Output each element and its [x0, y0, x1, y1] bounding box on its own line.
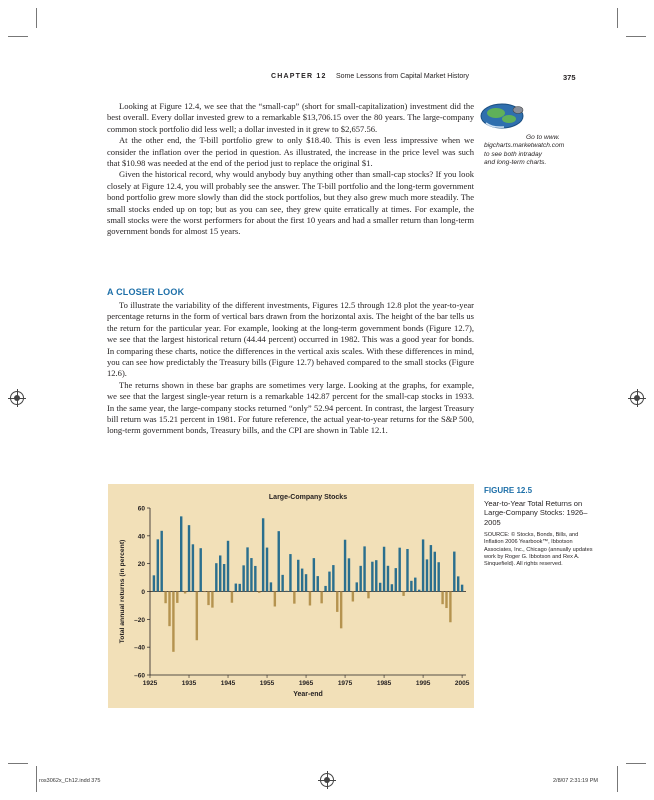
- crop-mark: [617, 766, 618, 792]
- body-text-top: [107, 101, 474, 238]
- figure-source: SOURCE: © Stocks, Bonds, Bills, and Inflation 2006 Yearbook™, Ibbotson Associates, Inc., Chicago (annually updates work by Roger G. Ibbotson and Rex A. Sinquefield). All rights reserved.: [484, 532, 593, 568]
- bar-1966: [309, 592, 311, 606]
- bar-1974: [340, 592, 342, 629]
- bar-1941: [211, 592, 213, 608]
- bar-1972: [332, 565, 334, 591]
- y-tick-label: 20: [137, 561, 145, 569]
- registration-mark: [630, 391, 644, 405]
- bar-2005: [461, 585, 463, 592]
- bar-1997: [430, 545, 432, 591]
- figure-title: Year-to-Year Total Returns on Large-Company Stocks: 1926–2005: [484, 499, 588, 527]
- x-axis-label: Year-end: [293, 691, 323, 698]
- x-tick-label: 1975: [337, 680, 353, 687]
- bar-1994: [418, 590, 420, 592]
- bar-1938: [200, 548, 202, 591]
- bar-1996: [426, 559, 428, 591]
- crop-mark: [36, 8, 37, 28]
- crop-mark: [617, 8, 618, 28]
- bar-1940: [207, 592, 209, 606]
- bar-1956: [270, 582, 272, 591]
- bar-1978: [356, 582, 358, 591]
- bar-1973: [336, 592, 338, 612]
- bar-1958: [278, 531, 280, 591]
- registration-mark: [10, 391, 24, 405]
- crop-mark: [8, 763, 28, 764]
- chapter-title: Some Lessons from Capital Market History: [336, 73, 470, 80]
- bar-2003: [453, 552, 455, 592]
- bar-1931: [172, 592, 174, 652]
- bar-chart: [108, 484, 474, 708]
- bar-2001: [445, 592, 447, 609]
- bar-1970: [324, 586, 326, 592]
- bar-1951: [250, 558, 252, 591]
- x-tick-label: 2005: [454, 680, 470, 687]
- bar-1947: [235, 584, 237, 592]
- bar-1979: [359, 566, 361, 592]
- bar-1967: [313, 558, 315, 591]
- y-tick-label: 40: [137, 533, 145, 541]
- bar-1942: [215, 563, 217, 591]
- bar-1992: [410, 581, 412, 592]
- bar-1981: [367, 592, 369, 599]
- bar-1961: [289, 554, 291, 591]
- x-tick-label: 1995: [415, 680, 431, 687]
- bar-1959: [281, 575, 283, 592]
- bar-1969: [320, 592, 322, 604]
- bar-1929: [164, 592, 166, 604]
- bar-1964: [301, 569, 303, 592]
- bar-1948: [239, 584, 241, 592]
- bar-1963: [297, 560, 299, 592]
- bar-1984: [379, 583, 381, 592]
- bar-1946: [231, 592, 233, 603]
- globe-mouse-icon: [478, 101, 526, 131]
- paragraph: To illustrate the variability of the different investments, Figures 12.5 through 12.8 plot the year-to-year percentage returns in the form of vertical bars drawn from the horizontal axis. The height of the bar tells us the return for the particular year. For example, looking at the long-term government bonds (Figure 12.7), we see that the largest historical return (44.44 percent) occurred in 1982. This was a good year for bonds. In comparing these charts, notice the differences in the vertical axis scales. With these differences in mind, you can see how predictably the Treasury bills (Figure 12.7) behaved compared to the small stocks (Figure 12.6).: [107, 300, 474, 379]
- paragraph: Given the historical record, why would anybody buy anything other than small-cap stocks? If you look closely at Figure 12.4, you will probably see the answer. The T-bill portfolio and the long-term government bond portfolio grew more slowly than did the stock portfolios, but they also grew much more steadily. The small stocks ended up on top; but as you can see, they grew quite erratically at times. For example, the small stocks were the worst performers for about the first 10 years and had a smaller return than long-term government bonds for almost 15 years.: [107, 169, 474, 237]
- y-axis-label: Total annual returns (in percent): [119, 539, 126, 644]
- bar-1968: [317, 576, 319, 591]
- bar-2004: [457, 576, 459, 591]
- bar-1932: [176, 592, 178, 603]
- bar-1933: [180, 516, 182, 591]
- bar-1950: [246, 547, 248, 591]
- x-tick-label: 1985: [376, 680, 392, 687]
- footer-file: ros3062x_Ch12.indd 375: [39, 778, 101, 784]
- bar-1949: [242, 565, 244, 591]
- bar-1985: [383, 547, 385, 592]
- y-tick-label: –40: [134, 644, 145, 652]
- bar-1991: [406, 549, 408, 592]
- bar-1995: [422, 539, 424, 591]
- bar-1926: [153, 575, 155, 591]
- bar-1957: [274, 592, 276, 607]
- x-tick-label: 1935: [181, 680, 197, 687]
- bar-1952: [254, 566, 256, 592]
- bar-1989: [398, 548, 400, 592]
- bar-1944: [223, 564, 225, 591]
- bar-1987: [391, 584, 393, 591]
- bar-1955: [266, 548, 268, 592]
- bar-2002: [449, 592, 451, 623]
- bar-1983: [375, 560, 377, 591]
- section-heading: A CLOSER LOOK: [107, 287, 185, 297]
- bar-1990: [402, 592, 404, 596]
- bar-1977: [352, 592, 354, 602]
- crop-mark: [626, 763, 646, 764]
- bar-1965: [305, 574, 307, 591]
- y-tick-label: –20: [134, 616, 145, 624]
- bar-1936: [192, 544, 194, 591]
- paragraph: At the other end, the T-bill portfolio grew to only $18.40. This is even less impressive when we consider the inflation over the period in question. As illustrated, the increase in the price level was such that $10.98 was needed at the end of the period just to replace the original $1.: [107, 135, 474, 169]
- crop-mark: [36, 766, 37, 792]
- bar-1939: [203, 592, 205, 593]
- y-tick-label: –60: [134, 672, 145, 680]
- y-tick-label: 0: [141, 589, 145, 596]
- bar-1976: [348, 558, 350, 591]
- bar-1953: [258, 592, 260, 593]
- bar-1988: [395, 568, 397, 591]
- bar-1971: [328, 572, 330, 592]
- y-tick-label: 60: [137, 505, 145, 513]
- bar-1982: [371, 562, 373, 592]
- bar-1937: [196, 592, 198, 641]
- page-number: 375: [563, 73, 576, 82]
- bar-1934: [184, 592, 186, 594]
- registration-mark: [320, 773, 334, 787]
- bar-2000: [441, 592, 443, 605]
- bar-1954: [262, 518, 264, 591]
- paragraph: The returns shown in these bar graphs are sometimes very large. Looking at the graphs, for example, we see that the largest single-year return is a remarkable 142.87 percent for the small-cap stocks in 1933. In the same year, the large-company stocks returned “only” 52.94 percent. In contrast, the largest Treasury bill return was 15.21 percent in 1981. For future reference, the actual year-to-year returns for the S&P 500, long-term government bonds, Treasury bills, and the CPI are shown in Table 12.1.: [107, 379, 474, 436]
- bar-1998: [434, 552, 436, 592]
- bar-1960: [285, 591, 287, 592]
- footer-date: 2/8/07 2:31:19 PM: [553, 778, 598, 784]
- bar-1986: [387, 566, 389, 592]
- crop-mark: [8, 36, 28, 37]
- bar-1927: [157, 539, 159, 591]
- bar-1943: [219, 555, 221, 591]
- bar-1945: [227, 541, 229, 592]
- bar-1935: [188, 525, 190, 591]
- figure-label: FIGURE 12.5: [484, 486, 533, 495]
- figure-caption: [484, 486, 594, 568]
- margin-note: [484, 134, 594, 167]
- bar-1999: [437, 562, 439, 591]
- bar-1993: [414, 578, 416, 592]
- bar-1962: [293, 592, 295, 604]
- paragraph: Looking at Figure 12.4, we see that the “small-cap” (short for small-capitalization) investment did the best overall. Every dollar invested grew to a remarkable $13,706.15 over the 80 years. The large-company common stock portfolio did less well; a dollar invested in it grew to $2,657.56.: [107, 101, 474, 134]
- x-tick-label: 1945: [220, 680, 236, 687]
- bar-1930: [168, 592, 170, 627]
- x-tick-label: 1925: [142, 680, 158, 687]
- body-text-bottom: [107, 300, 474, 437]
- margin-note-line: to see both intraday: [484, 150, 542, 158]
- bar-1928: [160, 531, 162, 592]
- margin-note-line: and long-term charts.: [484, 158, 547, 166]
- chart-title: Large-Company Stocks: [268, 494, 348, 501]
- crop-mark: [626, 36, 646, 37]
- x-tick-label: 1955: [259, 680, 275, 687]
- chapter-label: CHAPTER 12: [271, 73, 327, 80]
- margin-note-line: Go to www.: [526, 134, 560, 141]
- x-tick-label: 1965: [298, 680, 314, 687]
- bar-1980: [363, 546, 365, 591]
- margin-note-link[interactable]: bigcharts.marketwatch.com: [484, 142, 565, 150]
- bar-1975: [344, 540, 346, 592]
